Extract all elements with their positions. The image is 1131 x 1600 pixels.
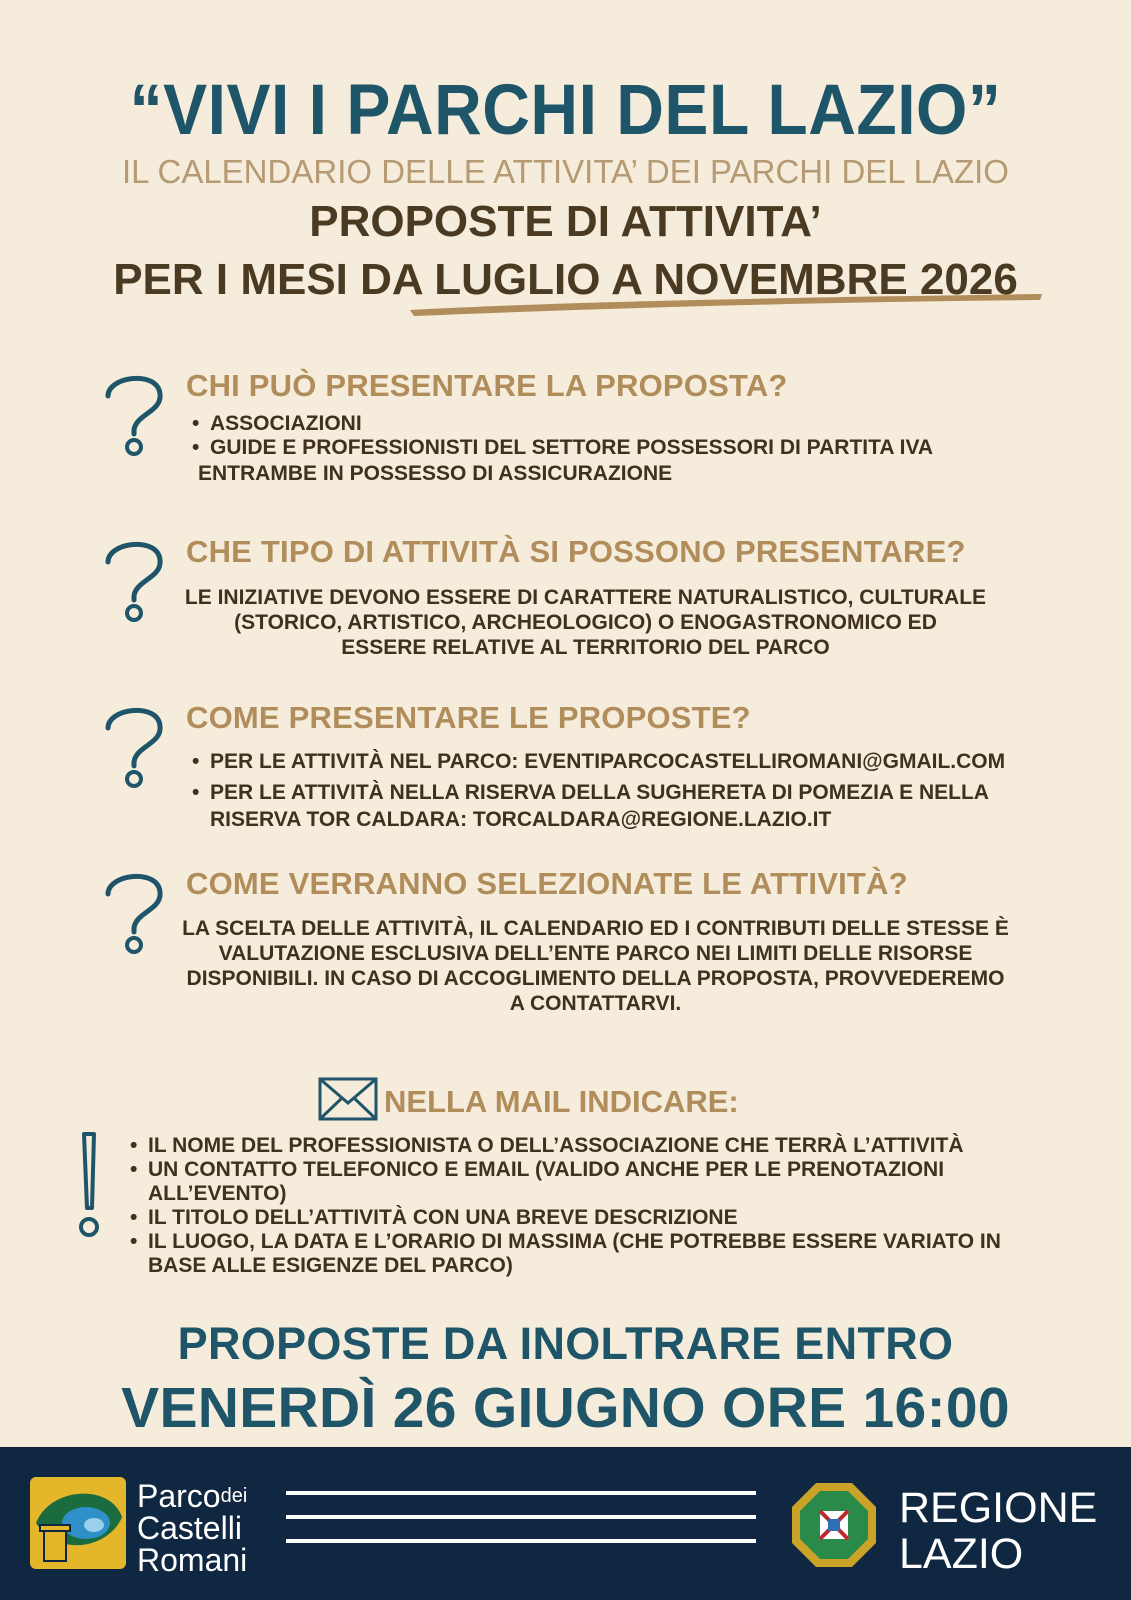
bullet-list — [192, 412, 933, 460]
regione-name: REGIONE LAZIO — [899, 1484, 1098, 1578]
parco-logo — [30, 1477, 126, 1569]
list-item: • PER LE ATTIVITÀ NEL PARCO: EVENTIPARCOCASTELLIROMANI@GMAIL.COM — [192, 750, 1006, 773]
mail-envelope-icon — [318, 1077, 378, 1121]
list-item: BASE ALLE ESIGENZE DEL PARCO) — [148, 1254, 513, 1277]
proposals-title-line2: PER I MESI DA LUGLIO A NOVEMBRE 2026 — [113, 255, 1018, 304]
exclamation-icon — [70, 1130, 110, 1240]
section-title: CHI PUÒ PRESENTARE LA PROPOSTA? — [186, 368, 788, 403]
body-line: A CONTATTARVI. — [509, 992, 682, 1015]
deadline-line2: VENERDÌ 26 GIUGNO ORE 16:00 — [121, 1376, 1010, 1440]
question-mark-icon — [100, 700, 170, 792]
body-line: ESSERE RELATIVE AL TERRITORIO DEL PARCO — [341, 636, 830, 659]
list-item: • IL NOME DEL PROFESSIONISTA O DELL’ASSOCIAZIONE CHE TERRÀ L’ATTIVITÀ — [130, 1134, 964, 1157]
list-item: • GUIDE E PROFESSIONISTI DEL SETTORE POSSESSORI DI PARTITA IVA — [192, 436, 934, 459]
question-mark-icon — [100, 368, 170, 460]
list-item: • IL TITOLO DELL’ATTIVITÀ CON UNA BREVE DESCRIZIONE — [130, 1206, 738, 1229]
body-line: VALUTAZIONE ESCLUSIVA DELL’ENTE PARCO NEI LIMITI DELLE RISORSE — [218, 942, 973, 965]
section-continuation: RISERVA TOR CALDARA: TORCALDARA@REGIONE.LAZIO.IT — [210, 808, 832, 831]
mail-section-title: NELLA MAIL INDICARE: — [384, 1084, 739, 1119]
header — [0, 70, 1131, 308]
parco-name: Parco$^{dei}$ Castelli Romani — [137, 1478, 248, 1578]
deadline-line1: PROPOSTE DA INOLTRARE ENTRO — [177, 1318, 954, 1369]
mail-items-list — [130, 1134, 1001, 1278]
footer — [0, 1447, 1131, 1600]
list-item: • IL LUOGO, LA DATA E L’ORARIO DI MASSIMA (CHE POTREBBE ESSERE VARIATO IN — [130, 1230, 1001, 1253]
body-line: LA SCELTA DELLE ATTIVITÀ, IL CALENDARIO ED I CONTRIBUTI DELLE STESSE È — [182, 917, 1009, 940]
main-title: “VIVI I PARCHI DEL LAZIO” — [129, 69, 1002, 149]
section-title: CHE TIPO DI ATTIVITÀ SI POSSONO PRESENTARE? — [186, 534, 966, 569]
section-title: COME PRESENTARE LE PROPOSTE? — [186, 700, 751, 735]
footer-decorative-lines — [286, 1491, 756, 1571]
body-line: LE INIZIATIVE DEVONO ESSERE DI CARATTERE NATURALISTICO, CULTURALE — [184, 586, 987, 609]
section-note: ENTRAMBE IN POSSESSO DI ASSICURAZIONE — [198, 462, 673, 485]
brush-underline — [408, 290, 1044, 320]
body-line: (STORICO, ARTISTICO, ARCHEOLOGICO) O ENOGASTRONOMICO ED — [234, 611, 937, 634]
regione-lazio-crest — [790, 1481, 878, 1569]
list-item: ALL’EVENTO) — [148, 1182, 287, 1205]
list-item: • UN CONTATTO TELEFONICO E EMAIL (VALIDO ANCHE PER LE PRENOTAZIONI — [130, 1158, 945, 1181]
subtitle: IL CALENDARIO DELLE ATTIVITA’ DEI PARCHI DEL LAZIO — [122, 153, 1009, 190]
bullet-list — [192, 746, 1005, 808]
section-title: COME VERRANNO SELEZIONATE LE ATTIVITÀ? — [186, 866, 908, 901]
proposals-title-line1: PROPOSTE DI ATTIVITA’ — [309, 197, 822, 246]
body-line: DISPONIBILI. IN CASO DI ACCOGLIMENTO DELLA PROPOSTA, PROVVEDEREMO — [186, 967, 1005, 990]
list-item: • PER LE ATTIVITÀ NELLA RISERVA DELLA SUGHERETA DI POMEZIA E NELLA — [192, 781, 989, 804]
list-item: • ASSOCIAZIONI — [192, 412, 362, 435]
